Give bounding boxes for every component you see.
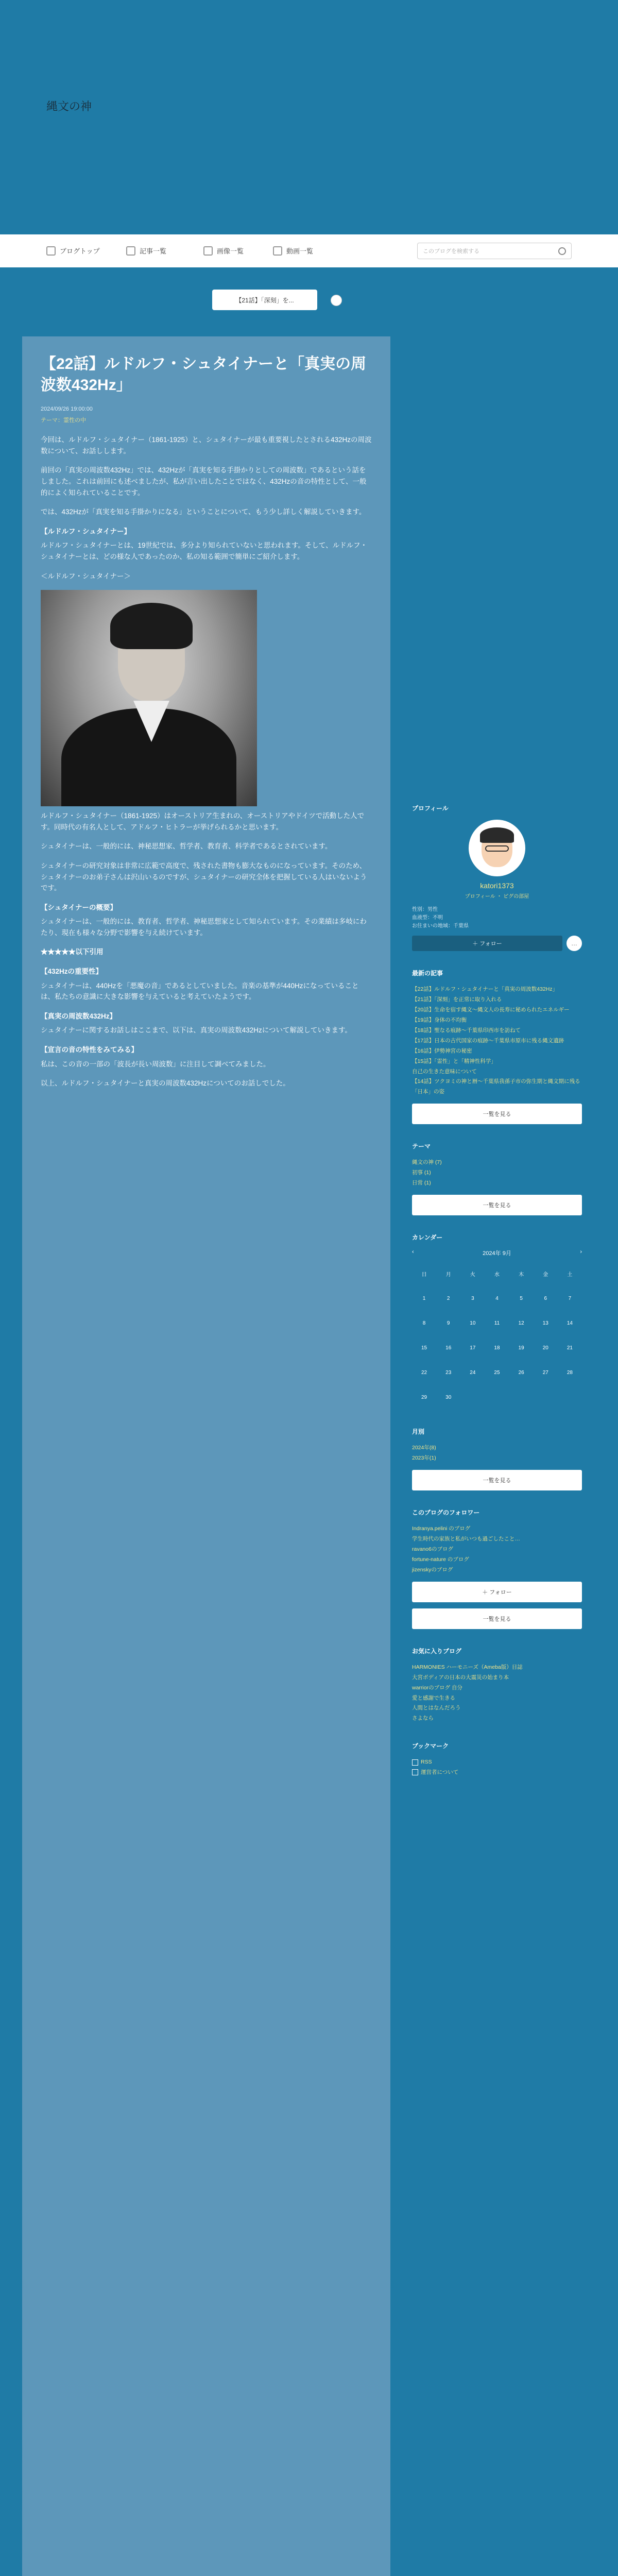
paragraph: シュタイナーに関するお話しはここまで、以下は、真実の周波数432Hzについて解説していきます。 — [41, 1026, 352, 1035]
calendar-weekday: 水 — [494, 1272, 500, 1278]
next-arrow-icon[interactable] — [331, 295, 342, 306]
calendar-day — [558, 1385, 582, 1410]
recent-item[interactable]: 【14話】ツクヨミの神と暦～千葉県我孫子市の弥生期と縄文期に残る「日本」の姿 — [412, 1078, 580, 1095]
calendar-weekday: 月 — [445, 1272, 451, 1278]
calendar-weekday: 金 — [543, 1272, 548, 1278]
profile-info: 性別：男性 血液型：不明 お住まいの地域：千葉県 — [412, 907, 469, 929]
calendar-day[interactable]: 19 — [518, 1345, 524, 1351]
theme-item[interactable]: 縄文の神 (7) — [412, 1159, 442, 1166]
calendar-weekday: 木 — [519, 1272, 524, 1278]
search-icon[interactable] — [558, 247, 566, 255]
article-title: 【22話】ルドルフ・シュタイナーと「真実の周波数432Hz」 — [41, 355, 367, 394]
recent-item[interactable]: 【22話】ルドルフ・シュタイナーと「真実の周波数432Hz」 — [412, 986, 558, 992]
calendar-day — [460, 1385, 485, 1410]
calendar-day[interactable]: 6 — [544, 1295, 547, 1301]
calendar-day[interactable]: 22 — [421, 1369, 427, 1376]
paragraph: シュタイナーは、一般的には、教育者、哲学者、神秘思想家として知られています。その業績は多岐にわたり、現在も様々な分野で影響を与え続けています。 — [41, 918, 367, 937]
follower-item[interactable]: 学生時代の家族と私がいつも過ごしたこと… — [412, 1535, 520, 1542]
username[interactable]: katori1373 — [480, 882, 514, 890]
article — [22, 336, 390, 2576]
calendar-day[interactable]: 29 — [421, 1394, 427, 1400]
recent-item[interactable]: 【21話】「深刻」を正常に取り入れる — [412, 996, 502, 1003]
calendar-weekday: 日 — [421, 1272, 427, 1278]
followers-more-button[interactable]: 一覧を見る — [412, 1608, 582, 1629]
theme-item[interactable]: 日常 (1) — [412, 1180, 431, 1187]
steiner-portrait-image[interactable] — [41, 590, 257, 806]
list-icon — [126, 246, 135, 256]
section-heading: 【432Hzの重要性】 — [41, 968, 103, 976]
archive-item[interactable]: 2023年(1) — [412, 1455, 436, 1462]
paragraph: シュタイナーは、440Hzを「悪魔の音」であるとしていました。音楽の基準が440Hzになっていることは、私たちの意識に大きな影響を与えていると考えていたようです。 — [41, 981, 359, 1001]
recent-item[interactable]: 自己の生きた意味について — [412, 1068, 477, 1075]
recent-item[interactable]: 【17話】日本の古代国家の痕跡～千葉県市原市に残る縄文遺跡 — [412, 1037, 564, 1044]
prev-month-icon[interactable]: ‹ — [412, 1249, 414, 1256]
calendar-day[interactable]: 15 — [421, 1345, 427, 1351]
paragraph: 前回の「真実の周波数432Hz」では、432Hzが「真実を知る手掛かりとしての周波数」であるという話をしました。これは前回にも述べましたが、私が言い出したことではなく、432Hzの音の特性として、一般的によく知られていることです。 — [41, 466, 367, 497]
follower-item[interactable]: Indranya.pelini のブログ — [412, 1526, 471, 1532]
calendar-day[interactable]: 2 — [447, 1295, 450, 1301]
section-heading: ★★★★★以下引用 — [41, 948, 104, 956]
favorite-item[interactable]: 人間とはなんだろう — [412, 1705, 461, 1711]
calendar-day[interactable]: 17 — [470, 1345, 476, 1351]
paragraph: シュタイナーは、一般的には、神秘思想家、哲学者、教育者、科学者であるとされています。 — [41, 842, 332, 851]
calendar-day[interactable]: 14 — [566, 1320, 573, 1326]
image-icon — [203, 246, 213, 256]
widget-title: カレンダー — [412, 1234, 443, 1242]
prev-article-button[interactable]: 【21話】「深刻」を... — [212, 290, 317, 310]
video-icon — [273, 246, 282, 256]
home-icon — [46, 246, 56, 256]
recent-articles-widget — [412, 969, 582, 1124]
paragraph: シュタイナーの研究対象は非常に広範で高度で、残された書物も膨大なものになっています。そのため、シュタイナーのお弟子さんは沢山いるのですが、シュタイナーの研究全体を把握している人はいないようです。 — [41, 861, 367, 892]
calendar-day[interactable]: 10 — [470, 1320, 476, 1326]
calendar-day[interactable]: 27 — [542, 1369, 548, 1376]
section-heading: 【宣言の音の特性をみてみる】 — [41, 1046, 138, 1054]
favorite-item[interactable]: さよなら — [412, 1715, 434, 1722]
nav-blogtop[interactable]: ブログトップ — [46, 246, 100, 256]
favorite-item[interactable]: HARMONIES ハーモニーズ（Ameba版）日誌 — [412, 1664, 523, 1670]
archive-widget — [412, 1427, 582, 1490]
paragraph: ルドルフ・シュタイナー（1861-1925）はオーストリア生まれの、オーストリアやドイツで活動した人です。同時代の有名人として、アドルフ・ヒトラーが挙げられるかと思います。 — [41, 812, 365, 831]
recent-item[interactable]: 【16話】伊勢神宮の秘密 — [412, 1047, 472, 1054]
calendar-day[interactable]: 21 — [566, 1345, 573, 1351]
calendar-day[interactable]: 11 — [494, 1320, 500, 1326]
widget-title: 月別 — [412, 1428, 425, 1436]
calendar-day[interactable]: 5 — [520, 1295, 523, 1301]
calendar-day[interactable]: 20 — [542, 1345, 548, 1351]
themes-widget — [412, 1142, 582, 1215]
profile-widget — [412, 804, 582, 951]
recent-item[interactable]: 【19話】身体の不均衡 — [412, 1016, 467, 1023]
rss-icon — [412, 1759, 418, 1766]
calendar-day[interactable]: 30 — [445, 1394, 452, 1400]
blog-header — [0, 0, 618, 222]
calendar-day[interactable]: 7 — [568, 1295, 572, 1301]
info-icon — [412, 1769, 418, 1775]
paragraph: 私は、この音の一部の「波長が長い周波数」に注目して調べてみました。 — [41, 1060, 270, 1068]
paragraph: では、432Hzが「真実を知る手掛かりになる」ということについて、もう少し詳しく解説していきます。 — [41, 508, 366, 516]
calendar-day[interactable]: 25 — [494, 1369, 500, 1376]
calendar-day — [509, 1385, 534, 1410]
paragraph: ルドルフ・シュタイナーとは、19世紀では、多分より知られていないと思われます。そして、ルドルフ・シュタイナーとは、どの様な人であったのか、私の知る範囲で簡単にご紹介します。 — [41, 541, 368, 561]
archive-item[interactable]: 2024年(8) — [412, 1445, 436, 1451]
more-options-icon[interactable]: … — [566, 936, 582, 951]
themes-more-button[interactable]: 一覧を見る — [412, 1195, 582, 1215]
calendar-day[interactable]: 8 — [422, 1320, 426, 1326]
paragraph: 以上、ルドルフ・シュタイナーと真実の周波数432Hzについてのお話しでした。 — [41, 1079, 290, 1088]
calendar-day — [485, 1385, 509, 1410]
calendar-month: 2024年 9月 — [483, 1250, 511, 1257]
article-theme[interactable]: テーマ：霊性の中 — [41, 417, 86, 423]
calendar-day[interactable]: 1 — [422, 1295, 426, 1301]
calendar-widget — [412, 1233, 582, 1410]
recent-item[interactable]: 【18話】聖なる痕跡～千葉県印西市を訪ねて — [412, 1027, 521, 1033]
calendar-day[interactable]: 13 — [542, 1320, 548, 1326]
calendar-day[interactable]: 26 — [518, 1369, 524, 1376]
favorite-item[interactable]: 大宮ボディアの日本の大震災の始まり本 — [412, 1674, 509, 1681]
calendar-day[interactable]: 9 — [447, 1320, 450, 1326]
widget-title: このブログのフォロワー — [412, 1509, 480, 1516]
widget-title: お気に入りブログ — [412, 1647, 462, 1655]
nav-gallery[interactable]: 画像一覧 — [203, 246, 244, 256]
recent-item[interactable]: 【15話】「霊性」と「精神性科学」 — [412, 1058, 496, 1064]
nav-videos[interactable]: 動画一覧 — [273, 246, 313, 256]
favorite-item[interactable]: 愛と感謝で生きる — [412, 1694, 455, 1701]
avatar[interactable] — [469, 820, 525, 876]
follow-button[interactable]: ＋ フォロー — [412, 936, 562, 951]
bookmark-item[interactable]: 運営者について — [412, 1768, 582, 1778]
follower-item[interactable]: ravano6のブログ — [412, 1546, 453, 1552]
section-heading: 【真実の周波数432Hz】 — [41, 1012, 117, 1020]
bookmark-widget — [412, 1741, 582, 1778]
favorite-item[interactable]: warriorのブログ 自分 — [412, 1684, 463, 1691]
followers-follow-button[interactable]: ＋ フォロー — [412, 1582, 582, 1602]
article-date: 2024/09/26 19:00:00 — [41, 406, 93, 412]
calendar-day — [534, 1385, 558, 1410]
calendar-table — [412, 1261, 582, 1410]
bookmark-item[interactable]: RSS — [412, 1757, 582, 1768]
next-month-icon[interactable]: › — [580, 1249, 582, 1256]
sidebar — [412, 804, 582, 1795]
profile-links[interactable]: プロフィール ・ ピグの部屋 — [465, 894, 529, 900]
blog-title[interactable]: 縄文の神 — [46, 100, 92, 113]
favorite-blogs-widget — [412, 1647, 582, 1724]
calendar-day[interactable]: 28 — [566, 1369, 573, 1376]
photo-caption: ＜ルドルフ・シュタイナー＞ — [41, 572, 131, 580]
follower-item[interactable]: fortune-nature のブログ — [412, 1556, 469, 1563]
recent-item[interactable]: 【20話】生命を宿す縄文～縄文人の長寿に秘められたエネルギー — [412, 1006, 570, 1013]
calendar-day[interactable]: 12 — [518, 1320, 524, 1326]
section-heading: 【シュタイナーの概要】 — [41, 903, 117, 911]
widget-title: 最新の記事 — [412, 970, 443, 977]
calendar-day[interactable]: 4 — [495, 1295, 499, 1301]
theme-item[interactable]: 初事 (1) — [412, 1170, 431, 1176]
nav-articles[interactable]: 記事一覧 — [126, 246, 166, 256]
search-input[interactable]: このブログを検索する — [417, 243, 572, 259]
followers-widget — [412, 1508, 582, 1629]
archive-more-button[interactable]: 一覧を見る — [412, 1470, 582, 1490]
calendar-weekday: 火 — [470, 1272, 475, 1278]
calendar-day[interactable]: 3 — [471, 1295, 474, 1301]
calendar-weekday: 土 — [567, 1272, 573, 1278]
section-heading: 【ルドルフ・シュタイナー】 — [41, 527, 131, 535]
widget-title: テーマ — [412, 1143, 431, 1150]
calendar-day[interactable]: 18 — [494, 1345, 500, 1351]
widget-title: プロフィール — [412, 805, 449, 812]
calendar-day[interactable]: 24 — [470, 1369, 476, 1376]
widget-title: ブックマーク — [412, 1742, 449, 1750]
calendar-day[interactable]: 23 — [445, 1369, 452, 1376]
calendar-day[interactable]: 16 — [445, 1345, 452, 1351]
global-nav — [0, 234, 618, 267]
follower-item[interactable]: jizenskyのブログ — [412, 1566, 453, 1573]
paragraph: 今回は、ルドルフ・シュタイナー（1861-1925）と、シュタイナーが最も重要視したとされる432Hzの周波数について、お話しします。 — [41, 436, 372, 455]
recent-more-button[interactable]: 一覧を見る — [412, 1104, 582, 1124]
